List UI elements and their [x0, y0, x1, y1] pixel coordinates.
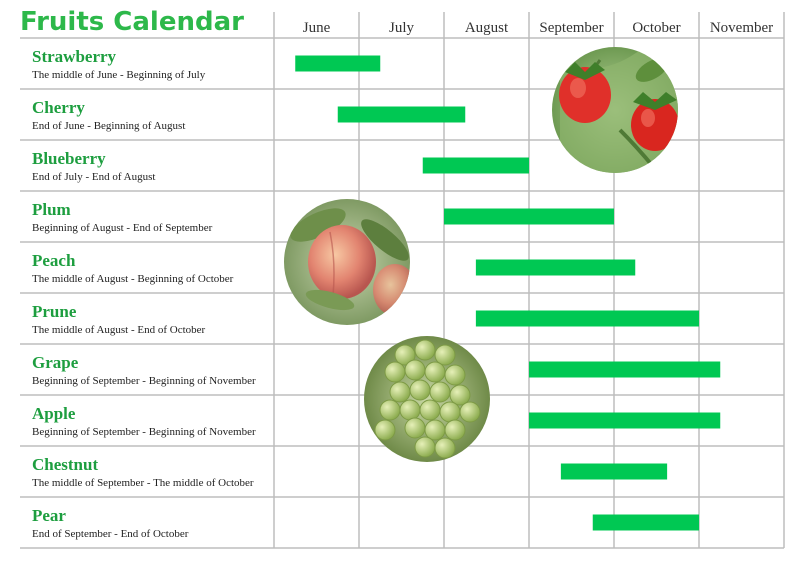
fruit-period: The middle of August - End of October — [32, 324, 206, 336]
season-bar — [423, 158, 529, 174]
grape-berry — [380, 400, 400, 420]
month-label: October — [632, 20, 681, 36]
fruit-name: Pear — [32, 506, 66, 525]
grape-berry — [425, 362, 445, 382]
season-bar — [295, 56, 380, 72]
grape-berry — [385, 362, 405, 382]
fruit-name: Peach — [32, 251, 76, 270]
fruit-period: Beginning of August - End of September — [32, 222, 213, 234]
grape-berry — [415, 437, 435, 457]
grape-berry — [460, 402, 480, 422]
fruit-period: The middle of June - Beginning of July — [32, 69, 206, 81]
season-bar — [476, 311, 699, 327]
grape-berry — [420, 400, 440, 420]
grape-berry — [405, 360, 425, 380]
month-label: November — [709, 20, 774, 36]
grape-berry — [400, 400, 420, 420]
fruit-name: Apple — [32, 404, 76, 423]
grape-berry — [445, 365, 465, 385]
month-label: July — [388, 20, 415, 36]
season-bar — [561, 464, 667, 480]
month-label: September — [539, 20, 604, 36]
grape-berry — [440, 402, 460, 422]
grape-berry — [390, 382, 410, 402]
month-label: June — [302, 20, 331, 36]
fruit-name: Grape — [32, 353, 79, 372]
fruit-name: Strawberry — [32, 47, 117, 66]
fruit-period: End of September - End of October — [32, 528, 189, 540]
season-bar — [529, 413, 720, 429]
peach-photo — [284, 199, 417, 325]
fruit-period: The middle of August - Beginning of October — [32, 273, 234, 285]
fruit-name: Cherry — [32, 98, 85, 117]
fruit-period: End of June - Beginning of August — [32, 120, 186, 132]
grape-berry — [445, 420, 465, 440]
season-bar — [593, 515, 699, 531]
season-bar — [444, 209, 614, 225]
fruit-period: Beginning of September - Beginning of November — [32, 375, 256, 387]
season-bar — [529, 362, 720, 378]
fruit-name: Plum — [32, 200, 71, 219]
fruit-name: Chestnut — [32, 455, 99, 474]
grape-berry — [435, 438, 455, 458]
season-bar — [476, 260, 635, 276]
grape-berry — [415, 340, 435, 360]
season-bar — [338, 107, 466, 123]
strawberry-photo — [552, 47, 690, 180]
grape-berry — [375, 420, 395, 440]
grape-photo — [364, 336, 490, 462]
month-label: August — [464, 20, 509, 36]
grape-berry — [405, 418, 425, 438]
fruit-period: The middle of September - The middle of October — [32, 477, 254, 489]
fruit-period: End of July - End of August — [32, 171, 156, 183]
fruit-name: Blueberry — [32, 149, 106, 168]
month-labels — [303, 20, 773, 36]
fruit-name: Prune — [32, 302, 77, 321]
grape-berry — [430, 382, 450, 402]
grape-berry — [410, 380, 430, 400]
fruit-period: Beginning of September - Beginning of November — [32, 426, 256, 438]
chart-title: Fruits Calendar — [20, 7, 244, 37]
